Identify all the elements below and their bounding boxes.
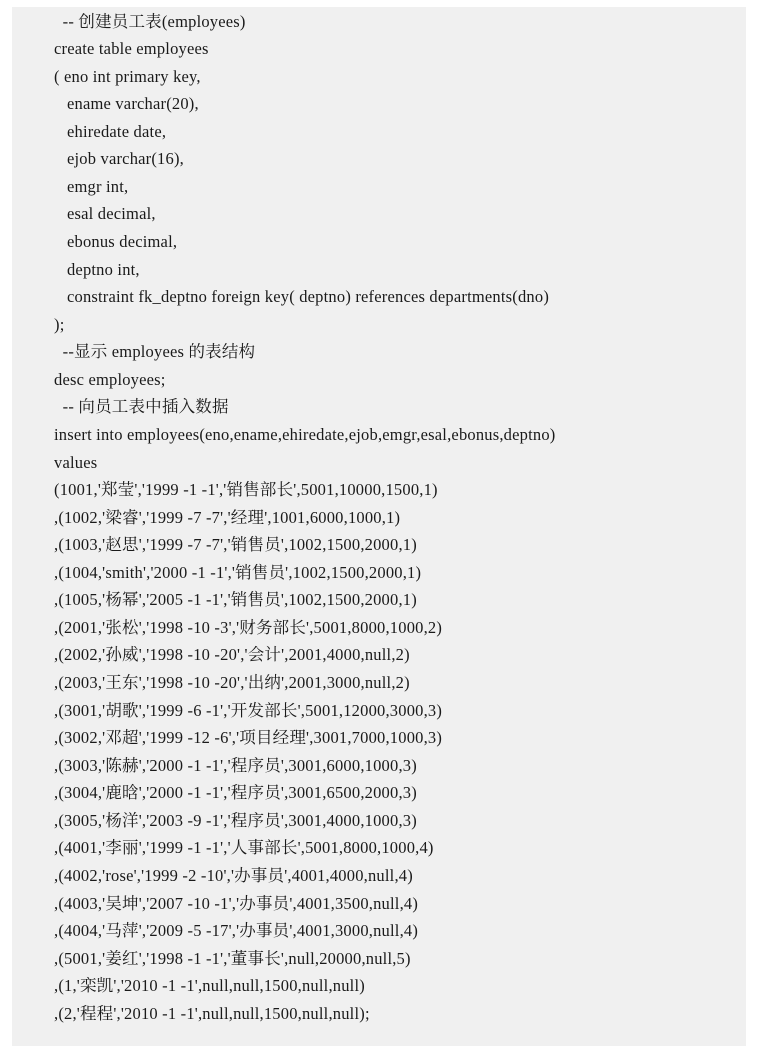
code-line: values xyxy=(54,453,98,472)
code-line: ( eno int primary key, xyxy=(54,67,201,86)
code-line: ehiredate date, xyxy=(54,122,167,141)
code-line: ,(2002,'孙威','1998 -10 -20','会计',2001,4000,null,2) xyxy=(54,645,410,664)
code-line: ,(3002,'邓超','1999 -12 -6','项目经理',3001,7000,1000,3) xyxy=(54,728,443,747)
code-line: -- 创建员工表(employees) xyxy=(54,12,246,31)
code-line: constraint fk_deptno foreign key( deptno) references departments(dno) xyxy=(54,287,550,306)
code-line: ,(3003,'陈赫','2000 -1 -1','程序员',3001,6000,1000,3) xyxy=(54,756,417,775)
code-line: --显示 employees 的表结构 xyxy=(54,342,256,361)
code-listing xyxy=(12,7,746,1046)
code-line: ,(2001,'张松','1998 -10 -3','财务部长',5001,8000,1000,2) xyxy=(54,618,443,637)
code-line: ,(2,'程程','2010 -1 -1',null,null,1500,null,null); xyxy=(54,1004,370,1023)
code-line: ,(1002,'梁睿','1999 -7 -7','经理',1001,6000,1000,1) xyxy=(54,508,401,527)
code-line: ,(1005,'杨幂','2005 -1 -1','销售员',1002,1500,2000,1) xyxy=(54,590,417,609)
code-line: ,(4002,'rose','1999 -2 -10','办事员',4001,4000,null,4) xyxy=(54,866,413,885)
code-line: desc employees; xyxy=(54,370,166,389)
code-line: ,(3005,'杨洋','2003 -9 -1','程序员',3001,4000,1000,3) xyxy=(54,811,417,830)
code-line: ,(2003,'王东','1998 -10 -20','出纳',2001,3000,null,2) xyxy=(54,673,410,692)
code-line: ebonus decimal, xyxy=(54,232,178,251)
code-line: esal decimal, xyxy=(54,204,156,223)
code-line: -- 向员工表中插入数据 xyxy=(54,397,229,416)
code-line: ,(1004,'smith','2000 -1 -1','销售员',1002,1500,2000,1) xyxy=(54,563,422,582)
code-line: ,(4004,'马萍','2009 -5 -17','办事员',4001,3000,null,4) xyxy=(54,921,419,940)
code-line: ,(4003,'吴坤','2007 -10 -1','办事员',4001,3500,null,4) xyxy=(54,894,419,913)
code-line: (1001,'郑莹','1999 -1 -1','销售部长',5001,10000,1500,1) xyxy=(54,480,438,499)
code-line: emgr int, xyxy=(54,177,129,196)
code-line: ejob varchar(16), xyxy=(54,149,184,168)
code-line: ename varchar(20), xyxy=(54,94,199,113)
code-line: ,(3004,'鹿晗','2000 -1 -1','程序员',3001,6500,2000,3) xyxy=(54,783,417,802)
code-line: ,(1003,'赵思','1999 -7 -7','销售员',1002,1500,2000,1) xyxy=(54,535,417,554)
code-line: create table employees xyxy=(54,39,209,58)
code-line: ,(5001,'姜红','1998 -1 -1','董事长',null,20000,null,5) xyxy=(54,949,411,968)
code-line: ,(1,'栾凯','2010 -1 -1',null,null,1500,null,null) xyxy=(54,976,365,995)
code-line: ,(3001,'胡歌','1999 -6 -1','开发部长',5001,12000,3000,3) xyxy=(54,701,443,720)
code-line: deptno int, xyxy=(54,260,140,279)
code-line: ); xyxy=(54,315,65,334)
code-line: insert into employees(eno,ename,ehiredate,ejob,emgr,esal,ebonus,deptno) xyxy=(54,425,556,444)
code-line: ,(4001,'李丽','1999 -1 -1','人事部长',5001,8000,1000,4) xyxy=(54,838,434,857)
